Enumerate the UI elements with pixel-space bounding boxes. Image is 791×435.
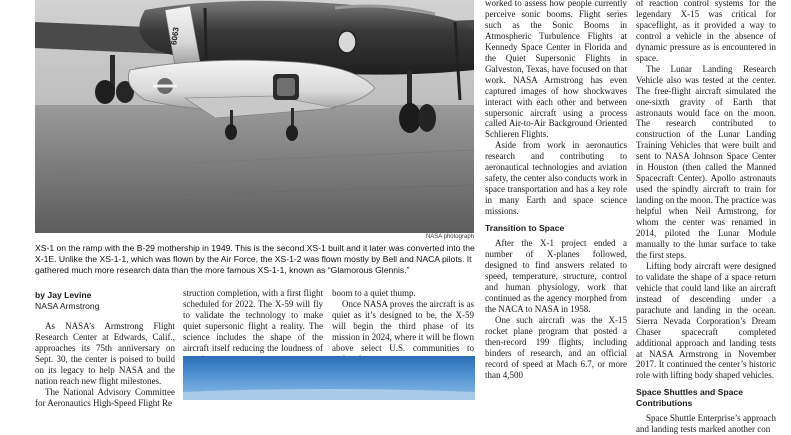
- section-heading: Transition to Space: [485, 223, 565, 234]
- tail-number: 6063: [169, 26, 181, 46]
- paragraph: of reaction control systems for the legendary X-15 was critical for spaceflight, as it provided a way to control a vehicle in the absence of dynamic pressure as is encountered in space.: [636, 0, 776, 63]
- paragraph: boom to a quiet thump.: [332, 288, 416, 298]
- paragraph: One such aircraft was the X-15 rocket plane program that posted a then-record 199 flights, including binders of research, and an official record of speed at Mach 6.7, or more than 4,500: [485, 314, 627, 380]
- second-photo: [183, 356, 475, 400]
- paragraph: worked to assess how people currently perceive sonic booms. Flight series such as the Sonic Booms in Atmospheric Turbulence Flights at Kennedy Space Center in Florida and the Quiet Supersonic Flights in Galveston, Texas, have focused on that work. NASA Armstrong has even captured images of how shockwaves interact with each other and between supersonic aircraft using a process called Air-to-Air Background Oriented Schlieren Flights.: [485, 0, 627, 140]
- paragraph: Space Shuttle Enterprise’s approach and landing tests marked another con: [636, 413, 776, 435]
- article-column-2: [183, 288, 323, 365]
- paragraph: As NASA’s Armstrong Flight Research Center at Edwards, Calif., approaches its 75th anniversary on Sept. 30, the center is poised to build on its legacy to help NASA and the nation reach new flight milestones.: [35, 321, 175, 386]
- article-column-1: [35, 290, 175, 409]
- photo-caption: XS-1 on the ramp with the B-29 mothership in 1949. This is the second XS-1 built and it later was converted into the X-1E. Unlike the XS-1-1, which was flown by the Air Force, the XS-1-2 was flown mostly by Bell and NACA pilots. It gathered much more research data than the more famous XS-1-1, known as “Glamorous Glennis.”: [35, 243, 475, 275]
- paragraph: After the X-1 project ended a number of X-planes followed, designed to find answers related to speed, temperature, structure, control and human physiology, work that continued as the agency morphed from the NACA to NASA in 1958.: [485, 238, 627, 314]
- article-column-5: [636, 0, 776, 435]
- paragraph: Once NASA proves the aircraft is as quiet as it’s designed to be, the X-59 will begin the third phase of its mission in 2024, where it will be flown above select U.S. communities to: [332, 298, 474, 353]
- paragraph: Lifting body aircraft were designed to validate the shape of a space return vehicle that could land like an aircraft instead of descending under a parachute and landing in the ocean. Sierra Nevada Corporation’s Dream Chaser spacecraft completed additional approach and landing tests at NASA Armstrong in November 2017. It continued the center’s historic role with lifting body shaped vehicles.: [636, 260, 776, 381]
- paragraph: Aside from work in aeronautics research and contributing to aeronautical technologies and aviation safety, the center also conducts work in space transportation and has a key role in many Earth and space science missions.: [485, 140, 627, 217]
- byline-org: NASA Armstrong: [35, 301, 100, 311]
- article-column-3: [332, 288, 474, 365]
- sky-illustration: [183, 356, 475, 400]
- article-column-4: [485, 0, 627, 380]
- paragraph: struction completion, with a first flight scheduled for 2022. The X-59 will fly to validate the technology to make quiet supersonic flight a reality. The science includes the shape of the aircraft itself reducing the loudness of: [183, 288, 323, 353]
- photo-credit: NASA photograph: [425, 234, 474, 240]
- section-heading: Space Shuttles and Space Contributions: [636, 387, 743, 409]
- paragraph: The Lunar Landing Research Vehicle also was tested at the center. The free-flight aircraft simulated the one-sixth gravity of Earth that astronauts would face on the moon. The research contributed to construction of the Lunar Landing Training Vehicles that were built and sent to NASA Johnson Space Center in Houston (then called the Manned Spacecraft Center). Apollo astronauts used the spindly aircraft to train for landing on the moon. The practice was helpful when Neil Armstrong, for whom the center was renamed in 2014, piloted the Lunar Module manually to the lunar surface to take the first steps.: [636, 63, 776, 260]
- aircraft-illustration: [35, 0, 474, 233]
- byline-author: by Jay Levine: [35, 290, 92, 300]
- paragraph: The National Advisory Committee for Aeronautics High-Speed Flight Re: [35, 386, 175, 408]
- xs1-b29-photo: [35, 0, 474, 233]
